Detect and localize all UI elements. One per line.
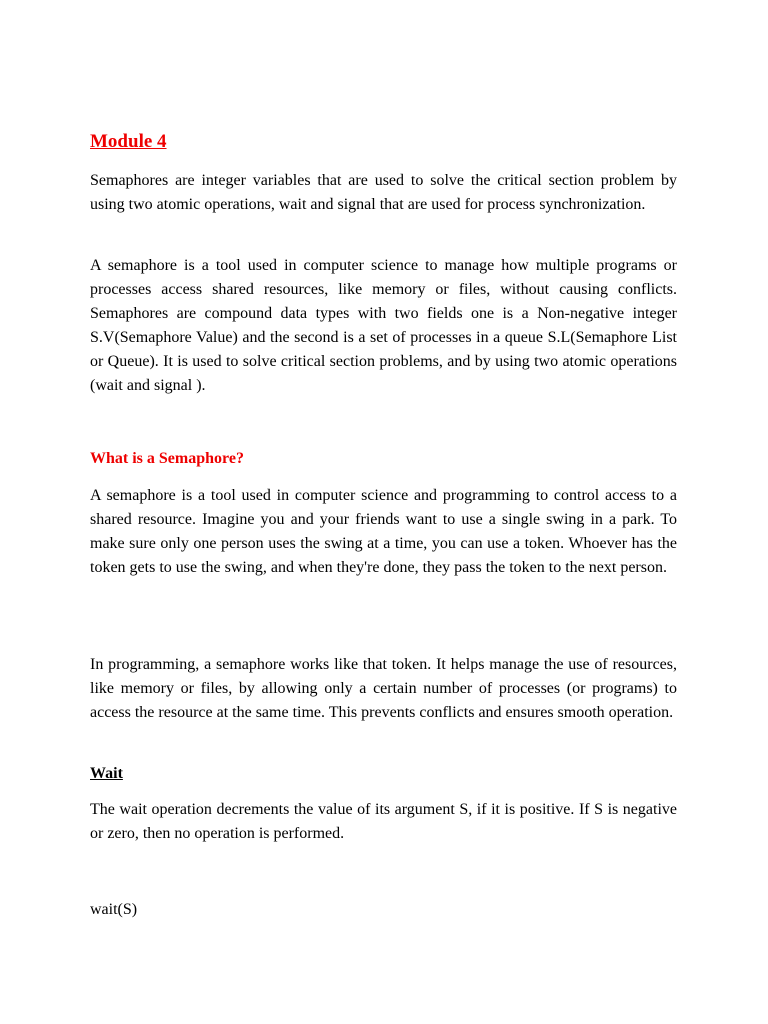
code-wait-s: wait(S) [90,901,138,918]
paragraph-semaphore-definition: Semaphores are integer variables that are used to solve the critical section problem by using two atomic operations, wait and signal that are used for process synchronization. [90,172,677,213]
heading-what-is-semaphore: What is a Semaphore? [90,450,244,467]
paragraph-programming-token: In programming, a semaphore works like that token. It helps manage the use of resources, like memory or files, by allowing only a certain number of processes (or programs) to access the resource at the same time. This prevents conflicts and ensures smooth operation. [90,656,677,721]
heading-wait: Wait [90,765,123,782]
paragraph-swing-analogy: A semaphore is a tool used in computer science and programming to control access to a shared resource. Imagine you and your friends want to use a single swing in a park. To make sure only one person uses the swing at a time, you can use a token. Whoever has the token gets to use the swing, and when they're done, they pass the token to the next person. [90,487,677,576]
paragraph-wait-operation: The wait operation decrements the value of its argument S, if it is positive. If S is negative or zero, then no operation is performed. [90,801,677,842]
paragraph-semaphore-tool: A semaphore is a tool used in computer science to manage how multiple programs or processes access shared resources, like memory or files, without causing conflicts. Semaphores are compound data types with two fields one is a Non-negative integer S.V(Semaphore Value) and the second is a set of processes in a queue S.L(Semaphore List or Queue). It is used to solve critical section problems, and by using two atomic operations (wait and signal ). [90,257,677,394]
module-title: Module 4 [90,131,167,152]
